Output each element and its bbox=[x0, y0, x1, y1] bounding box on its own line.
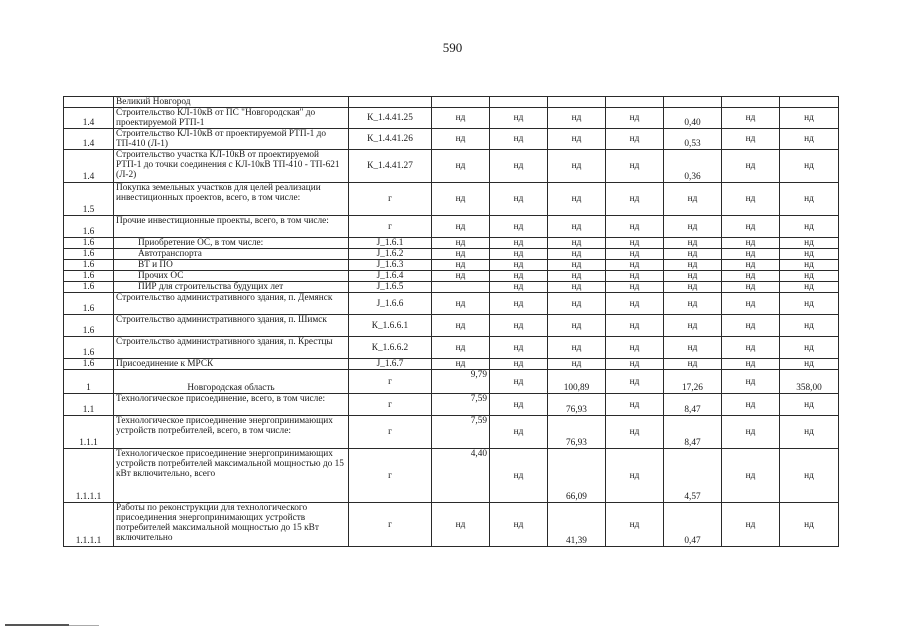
row-code: J_1.6.3 bbox=[349, 260, 432, 271]
table-row bbox=[64, 503, 839, 547]
value-cell-c2: нд bbox=[490, 359, 548, 370]
value-cell-c2: нд bbox=[490, 216, 548, 238]
value-cell-c2: нд bbox=[490, 238, 548, 249]
row-code: J_1.6.7 bbox=[349, 359, 432, 370]
value-cell-c6: нд bbox=[722, 129, 780, 150]
value-cell-c1: нд bbox=[432, 249, 490, 260]
row-number: 1.4 bbox=[64, 129, 114, 150]
value-cell-c6: нд bbox=[722, 271, 780, 282]
row-name: Технологическое присоединение энергопринимающих устройств потребителей максимальной мощностью до 15 кВт включительно, всего bbox=[114, 449, 349, 503]
value-cell-c5: 0,40 bbox=[664, 108, 722, 129]
value-cell-c1: нд bbox=[432, 359, 490, 370]
value-cell-c3: нд bbox=[548, 150, 606, 183]
table-row bbox=[64, 249, 839, 260]
value-cell-c5: нд bbox=[664, 260, 722, 271]
value-cell-c2: нд bbox=[490, 337, 548, 359]
row-number: 1 bbox=[64, 370, 114, 394]
value-cell-c3: нд bbox=[548, 216, 606, 238]
row-name: Строительство участка КЛ-10кВ от проектируемой РТП-1 до точки соединения с КЛ-10кВ ТП-410 - ТП-621 (Л-2) bbox=[114, 150, 349, 183]
row-number: 1.6 bbox=[64, 315, 114, 337]
value-cell-c5: нд bbox=[664, 183, 722, 216]
value-cell-c5: 8,47 bbox=[664, 394, 722, 416]
row-number: 1.1.1.1 bbox=[64, 503, 114, 547]
row-name: Автотранспорта bbox=[114, 249, 349, 260]
value-cell-c6: нд bbox=[722, 249, 780, 260]
value-cell-c3: нд bbox=[548, 183, 606, 216]
value-cell-c2: нд bbox=[490, 416, 548, 449]
value-cell-c4: нд bbox=[606, 315, 664, 337]
value-cell-c2: нд bbox=[490, 282, 548, 293]
table-row bbox=[64, 271, 839, 282]
value-cell-c7: нд bbox=[780, 359, 839, 370]
value-cell-c7: нд bbox=[780, 337, 839, 359]
investment-table bbox=[63, 96, 839, 547]
row-code: J_1.6.5 bbox=[349, 282, 432, 293]
table-row bbox=[64, 359, 839, 370]
row-name: Новгородская область bbox=[114, 370, 349, 394]
row-code: J_1.6.1 bbox=[349, 238, 432, 249]
value-cell-c4: нд bbox=[606, 282, 664, 293]
value-cell-c4: нд bbox=[606, 359, 664, 370]
row-code: г bbox=[349, 216, 432, 238]
footer-rule bbox=[69, 625, 99, 626]
row-code bbox=[349, 97, 432, 108]
value-cell-c2: нд bbox=[490, 129, 548, 150]
value-cell-c1: 4,40 bbox=[432, 449, 490, 503]
value-cell-c7: нд bbox=[780, 271, 839, 282]
value-cell-c3: нд bbox=[548, 337, 606, 359]
value-cell-c5: нд bbox=[664, 249, 722, 260]
value-cell-c3 bbox=[548, 97, 606, 108]
value-cell-c1: нд bbox=[432, 216, 490, 238]
row-number: 1.1.1.1 bbox=[64, 449, 114, 503]
value-cell-c5: 4,57 bbox=[664, 449, 722, 503]
value-cell-c1: нд bbox=[432, 271, 490, 282]
value-cell-c6: нд bbox=[722, 449, 780, 503]
value-cell-c4: нд bbox=[606, 503, 664, 547]
value-cell-c4: нд bbox=[606, 183, 664, 216]
value-cell-c5: 0,53 bbox=[664, 129, 722, 150]
row-name: Технологическое присоединение энергопринимающих устройств потребителей, всего, в том числе: bbox=[114, 416, 349, 449]
value-cell-c2: нд bbox=[490, 394, 548, 416]
value-cell-c2: нд bbox=[490, 503, 548, 547]
value-cell-c5: 0,36 bbox=[664, 150, 722, 183]
row-code: К_1.4.41.26 bbox=[349, 129, 432, 150]
value-cell-c1: нд bbox=[432, 129, 490, 150]
value-cell-c3: нд bbox=[548, 359, 606, 370]
value-cell-c2: нд bbox=[490, 449, 548, 503]
value-cell-c7 bbox=[780, 97, 839, 108]
table-row bbox=[64, 315, 839, 337]
value-cell-c1: 9,79 bbox=[432, 370, 490, 394]
value-cell-c3: нд bbox=[548, 238, 606, 249]
table-row bbox=[64, 129, 839, 150]
value-cell-c1: нд bbox=[432, 150, 490, 183]
table-row bbox=[64, 97, 839, 108]
value-cell-c4: нд bbox=[606, 370, 664, 394]
value-cell-c4 bbox=[606, 97, 664, 108]
value-cell-c6: нд bbox=[722, 238, 780, 249]
value-cell-c3: нд bbox=[548, 129, 606, 150]
value-cell-c2: нд bbox=[490, 271, 548, 282]
row-number: 1.6 bbox=[64, 249, 114, 260]
value-cell-c5: нд bbox=[664, 216, 722, 238]
row-code: J_1.6.4 bbox=[349, 271, 432, 282]
value-cell-c5: нд bbox=[664, 337, 722, 359]
value-cell-c3: нд bbox=[548, 293, 606, 315]
row-number: 1.6 bbox=[64, 260, 114, 271]
value-cell-c3: 76,93 bbox=[548, 394, 606, 416]
value-cell-c3: нд bbox=[548, 108, 606, 129]
table-row bbox=[64, 337, 839, 359]
value-cell-c3: 76,93 bbox=[548, 416, 606, 449]
value-cell-c6: нд bbox=[722, 293, 780, 315]
value-cell-c4: нд bbox=[606, 129, 664, 150]
row-name: ПИР для строительства будущих лет bbox=[114, 282, 349, 293]
value-cell-c6: нд bbox=[722, 260, 780, 271]
row-code: К_1.4.41.27 bbox=[349, 150, 432, 183]
table-row bbox=[64, 370, 839, 394]
value-cell-c6: нд bbox=[722, 416, 780, 449]
value-cell-c6: нд bbox=[722, 216, 780, 238]
row-name: ВТ и ПО bbox=[114, 260, 349, 271]
value-cell-c4: нд bbox=[606, 150, 664, 183]
value-cell-c6: нд bbox=[722, 359, 780, 370]
row-code: г bbox=[349, 394, 432, 416]
row-code: К_1.6.6.2 bbox=[349, 337, 432, 359]
value-cell-c1 bbox=[432, 282, 490, 293]
value-cell-c7: нд bbox=[780, 449, 839, 503]
value-cell-c4: нд bbox=[606, 394, 664, 416]
value-cell-c2: нд bbox=[490, 293, 548, 315]
table-row bbox=[64, 293, 839, 315]
value-cell-c7: нд bbox=[780, 238, 839, 249]
value-cell-c1: 7,59 bbox=[432, 416, 490, 449]
value-cell-c7: 358,00 bbox=[780, 370, 839, 394]
value-cell-c4: нд bbox=[606, 249, 664, 260]
row-number: 1.6 bbox=[64, 271, 114, 282]
table-row bbox=[64, 260, 839, 271]
value-cell-c6: нд bbox=[722, 108, 780, 129]
value-cell-c3: нд bbox=[548, 282, 606, 293]
row-name: Строительство административного здания, п. Крестцы bbox=[114, 337, 349, 359]
value-cell-c4: нд bbox=[606, 416, 664, 449]
row-code: г bbox=[349, 449, 432, 503]
value-cell-c6: нд bbox=[722, 503, 780, 547]
value-cell-c3: нд bbox=[548, 249, 606, 260]
row-number: 1.4 bbox=[64, 150, 114, 183]
value-cell-c7: нд bbox=[780, 183, 839, 216]
value-cell-c4: нд bbox=[606, 449, 664, 503]
value-cell-c7: нд bbox=[780, 293, 839, 315]
value-cell-c4: нд bbox=[606, 216, 664, 238]
page-number: 590 bbox=[442, 40, 463, 55]
value-cell-c5: нд bbox=[664, 282, 722, 293]
footer-mark bbox=[5, 624, 69, 626]
row-number: 1.5 bbox=[64, 183, 114, 216]
row-code: К_1.4.41.25 bbox=[349, 108, 432, 129]
value-cell-c3: нд bbox=[548, 271, 606, 282]
row-name: Строительство административного здания, п. Шимск bbox=[114, 315, 349, 337]
value-cell-c4: нд bbox=[606, 293, 664, 315]
value-cell-c4: нд bbox=[606, 238, 664, 249]
value-cell-c6: нд bbox=[722, 337, 780, 359]
value-cell-c2: нд bbox=[490, 183, 548, 216]
value-cell-c5: нд bbox=[664, 238, 722, 249]
value-cell-c5: нд bbox=[664, 359, 722, 370]
table-row bbox=[64, 238, 839, 249]
value-cell-c1: нд bbox=[432, 260, 490, 271]
value-cell-c5: 0,47 bbox=[664, 503, 722, 547]
value-cell-c7: нд bbox=[780, 416, 839, 449]
value-cell-c5: нд bbox=[664, 315, 722, 337]
value-cell-c2: нд bbox=[490, 315, 548, 337]
value-cell-c1 bbox=[432, 97, 490, 108]
value-cell-c6: нд bbox=[722, 315, 780, 337]
row-number: 1.1.1 bbox=[64, 416, 114, 449]
row-name: Строительство КЛ-10кВ от ПС "Новгородская" до проектируемой РТП-1 bbox=[114, 108, 349, 129]
row-number: 1.4 bbox=[64, 108, 114, 129]
row-code: J_1.6.6 bbox=[349, 293, 432, 315]
value-cell-c4: нд bbox=[606, 260, 664, 271]
value-cell-c1: нд bbox=[432, 315, 490, 337]
value-cell-c3: нд bbox=[548, 260, 606, 271]
value-cell-c4: нд bbox=[606, 108, 664, 129]
value-cell-c7: нд bbox=[780, 394, 839, 416]
table-row bbox=[64, 108, 839, 129]
value-cell-c6 bbox=[722, 97, 780, 108]
value-cell-c6: нд bbox=[722, 394, 780, 416]
row-name: Прочие инвестиционные проекты, всего, в том числе: bbox=[114, 216, 349, 238]
value-cell-c5: 8,47 bbox=[664, 416, 722, 449]
row-name: Строительство КЛ-10кВ от проектируемой РТП-1 до ТП-410 (Л-1) bbox=[114, 129, 349, 150]
value-cell-c4: нд bbox=[606, 337, 664, 359]
value-cell-c4: нд bbox=[606, 271, 664, 282]
value-cell-c7: нд bbox=[780, 260, 839, 271]
value-cell-c1: нд bbox=[432, 337, 490, 359]
table-row bbox=[64, 216, 839, 238]
row-number: 1.6 bbox=[64, 293, 114, 315]
value-cell-c7: нд bbox=[780, 108, 839, 129]
value-cell-c2: нд bbox=[490, 370, 548, 394]
row-number: 1.6 bbox=[64, 337, 114, 359]
row-name: Прочих ОС bbox=[114, 271, 349, 282]
table-row bbox=[64, 150, 839, 183]
table-row bbox=[64, 183, 839, 216]
value-cell-c1: 7,59 bbox=[432, 394, 490, 416]
value-cell-c5: нд bbox=[664, 293, 722, 315]
row-number: 1.6 bbox=[64, 216, 114, 238]
row-number: 1.6 bbox=[64, 282, 114, 293]
value-cell-c3: 100,89 bbox=[548, 370, 606, 394]
value-cell-c1: нд bbox=[432, 293, 490, 315]
row-name: Технологическое присоединение, всего, в том числе: bbox=[114, 394, 349, 416]
value-cell-c7: нд bbox=[780, 282, 839, 293]
value-cell-c6: нд bbox=[722, 183, 780, 216]
value-cell-c7: нд bbox=[780, 315, 839, 337]
table-body bbox=[64, 97, 839, 547]
value-cell-c7: нд bbox=[780, 249, 839, 260]
value-cell-c6: нд bbox=[722, 370, 780, 394]
value-cell-c1: нд bbox=[432, 238, 490, 249]
table-row bbox=[64, 416, 839, 449]
row-name: Приобретение ОС, в том числе: bbox=[114, 238, 349, 249]
value-cell-c5: 17,26 bbox=[664, 370, 722, 394]
value-cell-c5: нд bbox=[664, 271, 722, 282]
row-code: г bbox=[349, 503, 432, 547]
row-number: 1.6 bbox=[64, 238, 114, 249]
value-cell-c2 bbox=[490, 97, 548, 108]
value-cell-c3: 66,09 bbox=[548, 449, 606, 503]
row-name: Присоединение к МРСК bbox=[114, 359, 349, 370]
row-name: Строительство административного здания, п. Демянск bbox=[114, 293, 349, 315]
row-code: г bbox=[349, 416, 432, 449]
value-cell-c7: нд bbox=[780, 216, 839, 238]
value-cell-c6: нд bbox=[722, 282, 780, 293]
table-row bbox=[64, 282, 839, 293]
value-cell-c7: нд bbox=[780, 503, 839, 547]
row-code: г bbox=[349, 183, 432, 216]
row-number: 1.6 bbox=[64, 359, 114, 370]
row-code: J_1.6.2 bbox=[349, 249, 432, 260]
value-cell-c2: нд bbox=[490, 249, 548, 260]
row-code: К_1.6.6.1 bbox=[349, 315, 432, 337]
table-row bbox=[64, 394, 839, 416]
value-cell-c6: нд bbox=[722, 150, 780, 183]
row-code: г bbox=[349, 370, 432, 394]
value-cell-c2: нд bbox=[490, 150, 548, 183]
row-number bbox=[64, 97, 114, 108]
value-cell-c1: нд bbox=[432, 183, 490, 216]
value-cell-c1: нд bbox=[432, 503, 490, 547]
row-name: Великий Новгород bbox=[114, 97, 349, 108]
value-cell-c7: нд bbox=[780, 150, 839, 183]
row-name: Покупка земельных участков для целей реализации инвестиционных проектов, всего, в том числе: bbox=[114, 183, 349, 216]
value-cell-c7: нд bbox=[780, 129, 839, 150]
value-cell-c3: 41,39 bbox=[548, 503, 606, 547]
row-name: Работы по реконструкции для технологического присоединения энергопринимающих устройств потребителей максимальной мощностью до 15 кВт включительно bbox=[114, 503, 349, 547]
value-cell-c1: нд bbox=[432, 108, 490, 129]
value-cell-c5 bbox=[664, 97, 722, 108]
table-row bbox=[64, 449, 839, 503]
value-cell-c2: нд bbox=[490, 260, 548, 271]
row-number: 1.1 bbox=[64, 394, 114, 416]
value-cell-c3: нд bbox=[548, 315, 606, 337]
value-cell-c2: нд bbox=[490, 108, 548, 129]
